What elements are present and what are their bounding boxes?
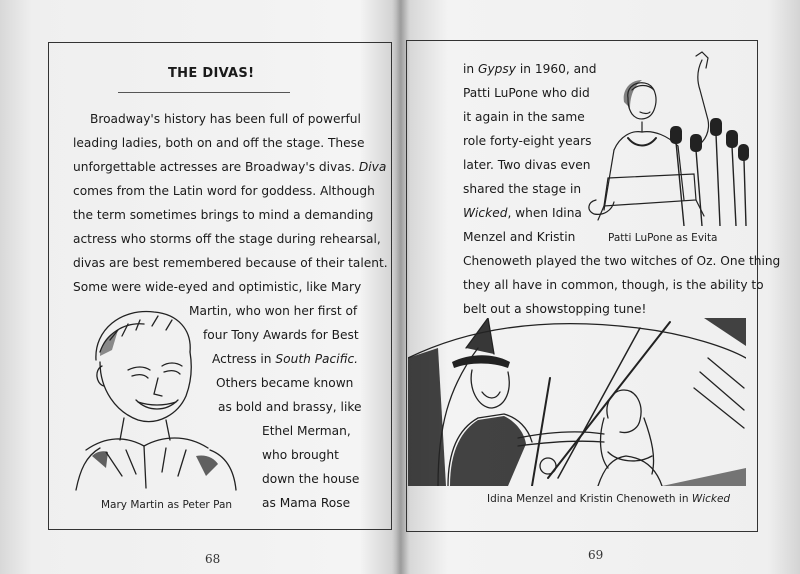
italic-wicked: Wicked xyxy=(463,206,508,220)
text-line: in Gypsy in 1960, and xyxy=(463,62,597,76)
text-line: later. Two divas even xyxy=(463,158,591,172)
text-line: leading ladies, both on and off the stage. These xyxy=(73,136,365,150)
caption-wicked: Idina Menzel and Kristin Chenoweth in Wicked xyxy=(487,493,731,505)
title-rule xyxy=(118,92,290,93)
text-line: four Tony Awards for Best xyxy=(203,328,359,342)
text-line: Patti LuPone who did xyxy=(463,86,590,100)
mary-martin-illustration xyxy=(66,300,254,492)
text-line: Menzel and Kristin xyxy=(463,230,576,244)
text-line: Actress in South Pacific. xyxy=(212,352,359,366)
caption-patti-lupone: Patti LuPone as Evita xyxy=(608,232,718,244)
text-line: Chenoweth played the two witches of Oz. One thing xyxy=(463,254,781,268)
caption-mary-martin: Mary Martin as Peter Pan xyxy=(101,499,233,511)
italic-gypsy: Gypsy xyxy=(478,62,516,76)
text-line: the term sometimes brings to mind a demanding xyxy=(73,208,374,222)
text-line: Broadway's history has been full of powerful xyxy=(90,112,361,126)
text-line: Some were wide-eyed and optimistic, like Mary xyxy=(73,280,362,294)
text-line: Others became known xyxy=(216,376,354,390)
italic-south-pacific: South Pacific. xyxy=(275,352,359,366)
text-line: shared the stage in xyxy=(463,182,582,196)
text-line: unforgettable actresses are Broadway's divas. Diva xyxy=(73,160,387,174)
caption-italic-wicked: Wicked xyxy=(691,493,731,505)
page-number-left: 68 xyxy=(205,552,221,566)
italic-diva: Diva xyxy=(358,160,387,174)
page-title: THE DIVAS! xyxy=(168,66,255,81)
text-line: Ethel Merman, xyxy=(262,424,351,438)
text-line: Martin, who won her first of xyxy=(189,304,358,318)
text-line: Wicked, when Idina xyxy=(463,206,582,220)
text-line: as Mama Rose xyxy=(262,496,351,510)
text-line: comes from the Latin word for goddess. Although xyxy=(73,184,375,198)
text-line: who brought xyxy=(262,448,339,462)
text-line: they all have in common, though, is the ability to xyxy=(463,278,764,292)
text-line: actress who storms off the stage during rehearsal, xyxy=(73,232,381,246)
text-line: belt out a showstopping tune! xyxy=(463,302,647,316)
page-number-right: 69 xyxy=(588,548,604,562)
patti-lupone-illustration xyxy=(584,50,750,226)
text-line: it again in the same xyxy=(463,110,585,124)
text-line: role forty-eight years xyxy=(463,134,592,148)
text-line: as bold and brassy, like xyxy=(218,400,362,414)
wicked-illustration xyxy=(408,318,746,486)
text-line: divas are best remembered because of their talent. xyxy=(73,256,388,270)
text-line: down the house xyxy=(262,472,360,486)
